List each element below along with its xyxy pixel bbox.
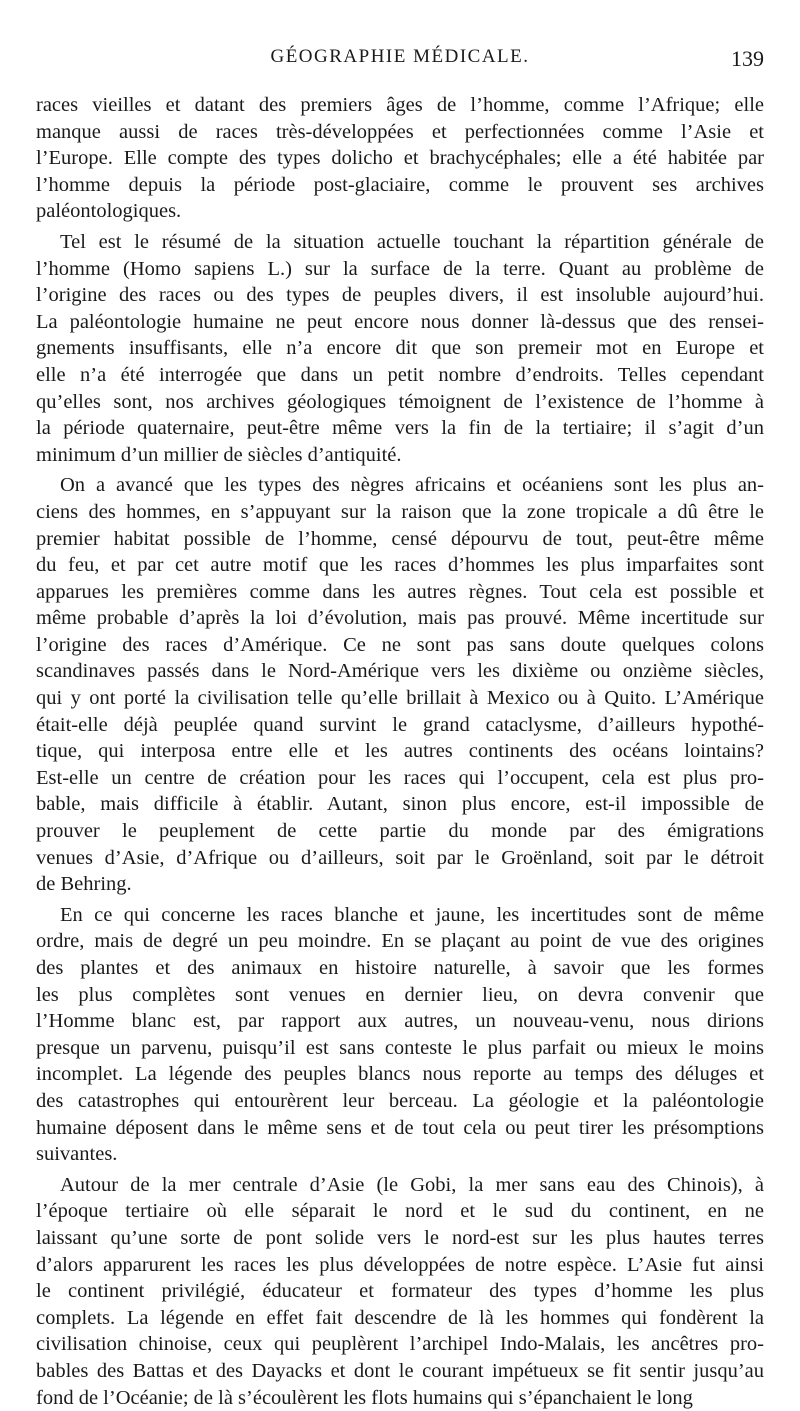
text-line: prouver le peuplement de cette partie du monde par des émigrations <box>36 818 764 845</box>
paragraph <box>36 902 764 1168</box>
paragraph <box>36 229 764 468</box>
text-line: premier habitat possible de l’homme, censé dépourvu de tout, peut-être même <box>36 526 764 553</box>
text-line: La paléontologie humaine ne peut encore nous donner là-dessus que des rensei- <box>36 309 764 336</box>
text-line: des catastrophes qui entourèrent leur berceau. La géologie et la paléontologie <box>36 1088 764 1115</box>
text-line: de Behring. <box>36 871 764 898</box>
text-line: du feu, et par cet autre motif que les races d’hommes les plus imparfaites sont <box>36 552 764 579</box>
text-line: l’homme (Homo sapiens L.) sur la surface de la terre. Quant au problème de <box>36 256 764 283</box>
text-line: l’homme depuis la période post-glaciaire, comme le prouvent ses archives <box>36 172 764 199</box>
text-line: ordre, mais de degré un peu moindre. En se plaçant au point de vue des origines <box>36 928 764 955</box>
text-line: l’époque tertiaire où elle séparait le nord et le sud du continent, en ne <box>36 1198 764 1225</box>
running-title: GÉOGRAPHIE MÉDICALE. <box>270 46 529 68</box>
text-line: qu’elles sont, nos archives géologiques témoignent de l’existence de l’homme à <box>36 389 764 416</box>
text-line: les plus complètes sont venues en dernier lieu, on devra convenir que <box>36 982 764 1009</box>
text-line: gnements insuffisants, elle n’a encore dit que son premeir mot en Europe et <box>36 335 764 362</box>
text-line: manque aussi de races très-développées et perfectionnées comme l’Asie et <box>36 119 764 146</box>
text-line: civilisation chinoise, ceux qui peuplèrent l’archipel Indo-Malais, les ancêtres pro- <box>36 1331 764 1358</box>
text-line: complets. La légende en effet fait descendre de là les hommes qui fondèrent la <box>36 1305 764 1332</box>
text-line: suivantes. <box>36 1141 764 1168</box>
running-header <box>36 46 764 78</box>
text-line: apparues les premières comme dans les autres règnes. Tout cela est possible et <box>36 579 764 606</box>
text-line: paléontologiques. <box>36 198 764 225</box>
text-line: tique, qui interposa entre elle et les autres continents des océans lointains? <box>36 738 764 765</box>
text-line: laissant qu’une sorte de pont solide vers le nord-est sur les plus hautes terres <box>36 1225 764 1252</box>
text-line: Autour de la mer centrale d’Asie (le Gobi, la mer sans eau des Chinois), à <box>36 1172 764 1199</box>
text-line: le continent privilégié, éducateur et formateur des types d’homme les plus <box>36 1278 764 1305</box>
text-line: Est-elle un centre de création pour les races qui l’occupent, cela est plus pro- <box>36 765 764 792</box>
text-line: des plantes et des animaux en histoire naturelle, à savoir que les formes <box>36 955 764 982</box>
text-line: l’Homme blanc est, par rapport aux autres, un nouveau-venu, nous dirions <box>36 1008 764 1035</box>
text-line: humaine déposent dans le même sens et de tout cela ou peut tirer les présomptions <box>36 1115 764 1142</box>
text-line: On a avancé que les types des nègres africains et océaniens sont les plus an- <box>36 472 764 499</box>
text-line: incomplet. La légende des peuples blancs nous reporte au temps des déluges et <box>36 1061 764 1088</box>
text-line: l’origine des races ou des types de peuples divers, il est insoluble aujourd’hui. <box>36 282 764 309</box>
page-number: 139 <box>731 46 764 72</box>
text-line: d’alors apparurent les races les plus développées de notre espèce. L’Asie fut ainsi <box>36 1252 764 1279</box>
text-line: elle n’a été interrogée que dans un petit nombre d’endroits. Telles cependant <box>36 362 764 389</box>
text-line: En ce qui concerne les races blanche et jaune, les incertitudes sont de même <box>36 902 764 929</box>
text-line: l’Europe. Elle compte des types dolicho et brachycéphales; elle a été habitée par <box>36 145 764 172</box>
text-line: bables des Battas et des Dayacks et dont le courant impétueux se fit sentir jusqu’au <box>36 1358 764 1385</box>
text-line: venues d’Asie, d’Afrique ou d’ailleurs, soit par le Groënland, soit par le détroit <box>36 845 764 872</box>
text-line: qui y ont porté la civilisation telle qu’elle brillait à Mexico ou à Quito. L’Amérique <box>36 685 764 712</box>
text-line: scandinaves passés dans le Nord-Amérique vers les dixième ou onzième siècles, <box>36 658 764 685</box>
text-line: presque un parvenu, puisqu’il est sans conteste le plus parfait ou mieux le moins <box>36 1035 764 1062</box>
text-line: même probable d’après la loi d’évolution, mais pas prouvé. Même incertitude sur <box>36 605 764 632</box>
body-text <box>36 92 764 1411</box>
paragraph <box>36 1172 764 1411</box>
paragraph <box>36 472 764 898</box>
text-line: fond de l’Océanie; de là s’écoulèrent les flots humains qui s’épanchaient le long <box>36 1385 764 1411</box>
text-line: bable, mais difficile à établir. Autant, sinon plus encore, est-il impossible de <box>36 791 764 818</box>
text-line: ciens des hommes, en s’appuyant sur la raison que la zone tropicale a dû être le <box>36 499 764 526</box>
text-line: minimum d’un millier de siècles d’antiquité. <box>36 442 764 469</box>
text-line: Tel est le résumé de la situation actuelle touchant la répartition générale de <box>36 229 764 256</box>
text-line: l’origine des races d’Amérique. Ce ne sont pas sans doute quelques colons <box>36 632 764 659</box>
text-line: races vieilles et datant des premiers âges de l’homme, comme l’Afrique; elle <box>36 92 764 119</box>
paragraph <box>36 92 764 225</box>
text-line: la période quaternaire, peut-être même vers la fin de la tertiaire; il s’agit d’un <box>36 415 764 442</box>
text-line: était-elle déjà peuplée quand survint le grand cataclysme, d’ailleurs hypothé- <box>36 712 764 739</box>
